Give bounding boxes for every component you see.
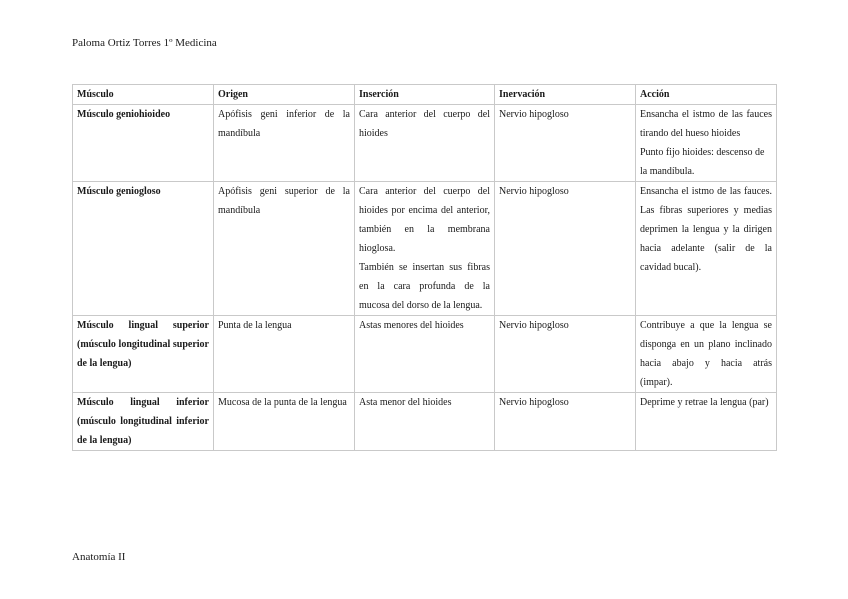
cell-accion <box>636 316 777 393</box>
cell-accion <box>636 182 777 316</box>
column-header-insercion: Inserción <box>355 85 495 105</box>
column-header-musculo: Músculo <box>73 85 214 105</box>
cell-musculo: Músculo geniogloso <box>73 182 214 316</box>
cell-insercion <box>355 393 495 451</box>
table-row <box>73 105 777 182</box>
cell-text: Asta menor del hioides <box>359 397 452 408</box>
cell-text: Contribuye a que la lengua se disponga en un plano inclinado hacia abajo y hacia atrás (impar). <box>640 320 772 388</box>
column-header-inervacion: Inervación <box>495 85 636 105</box>
cell-text: Astas menores del hioides <box>359 320 464 331</box>
page-header: Paloma Ortiz Torres 1º Medicina <box>72 37 217 49</box>
column-header-accion: Acción <box>636 85 777 105</box>
cell-musculo: Músculo lingual superior (músculo longitudinal superior de la lengua) <box>73 316 214 393</box>
cell-musculo: Músculo geniohioideo <box>73 105 214 182</box>
cell-insercion <box>355 182 495 316</box>
cell-accion <box>636 393 777 451</box>
cell-inervacion: Nervio hipogloso <box>495 182 636 316</box>
cell-origen: Apófisis geni inferior de la mandíbula <box>214 105 355 182</box>
cell-origen: Punta de la lengua <box>214 316 355 393</box>
cell-text: Ensancha el istmo de las fauces. Las fibras superiores y medias deprimen la lengua y la dirigen hacia adelante (salir de la cavidad bucal). <box>640 186 772 273</box>
cell-origen: Apófisis geni superior de la mandíbula <box>214 182 355 316</box>
cell-accion <box>636 105 777 182</box>
cell-text: También se insertan sus fibras en la cara profunda de la mucosa del dorso de la lengua. <box>359 262 490 311</box>
cell-inervacion: Nervio hipogloso <box>495 105 636 182</box>
table-row <box>73 393 777 451</box>
muscle-table <box>72 84 777 451</box>
cell-text: Cara anterior del cuerpo del hioides por encima del anterior, también en la membrana hioglosa. <box>359 186 490 254</box>
cell-insercion <box>355 316 495 393</box>
cell-inervacion: Nervio hipogloso <box>495 316 636 393</box>
cell-text: Punto fijo hioides: descenso de la mandíbula. <box>640 147 765 177</box>
table-header-row <box>73 85 777 105</box>
cell-text: Cara anterior del cuerpo del hioides <box>359 109 490 139</box>
table-row <box>73 316 777 393</box>
column-header-origen: Origen <box>214 85 355 105</box>
page-footer: Anatomía II <box>72 551 126 563</box>
cell-insercion <box>355 105 495 182</box>
cell-inervacion: Nervio hipogloso <box>495 393 636 451</box>
table-row <box>73 182 777 316</box>
cell-text: Deprime y retrae la lengua (par) <box>640 397 769 408</box>
cell-musculo: Músculo lingual inferior (músculo longitudinal inferior de la lengua) <box>73 393 214 451</box>
cell-text: Ensancha el istmo de las fauces tirando del hueso hioides <box>640 109 772 139</box>
cell-origen: Mucosa de la punta de la lengua <box>214 393 355 451</box>
